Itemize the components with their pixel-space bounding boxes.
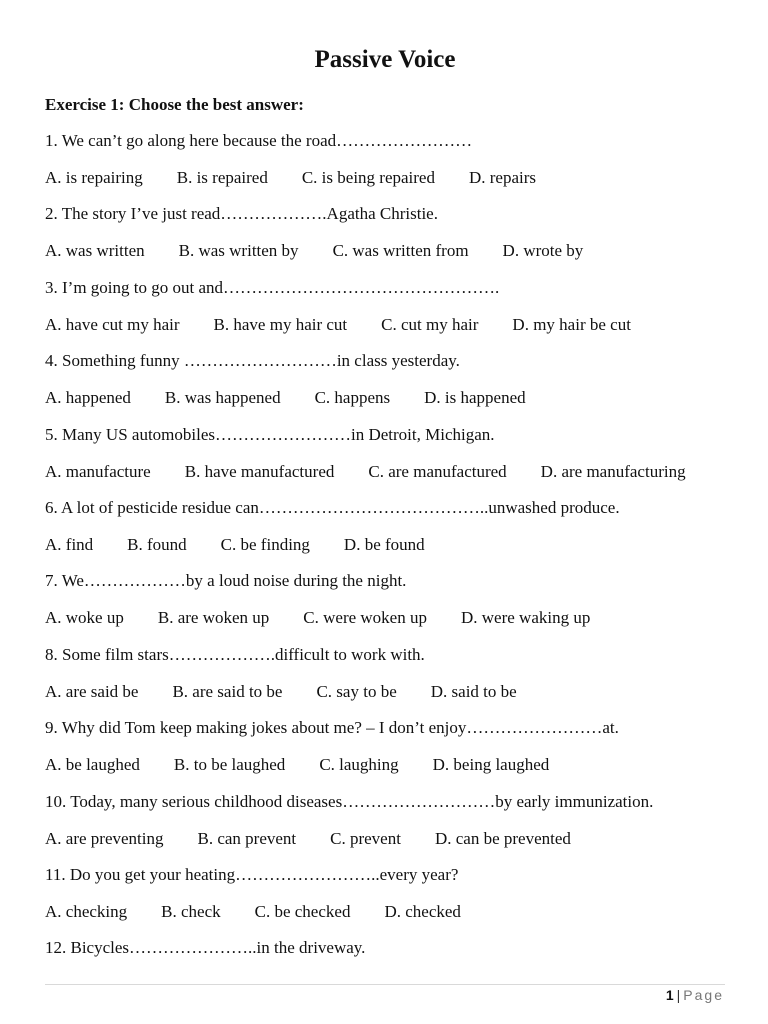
page-footer <box>666 987 724 1003</box>
answer-option-a: A. is repairing <box>45 168 143 187</box>
answer-option-d: D. were waking up <box>460 608 591 628</box>
answer-option-b: B. check <box>161 901 221 921</box>
answer-option-c: C. laughing <box>319 755 399 775</box>
exercise-heading: Exercise 1: Choose the best answer: <box>45 95 304 114</box>
answer-option-a: A. was written <box>45 241 145 261</box>
question-text: 7. We………………by a loud noise during the night. <box>45 571 407 591</box>
answer-option-c: C. happens <box>314 388 391 408</box>
question-3 <box>45 278 725 351</box>
footer-divider <box>45 984 725 985</box>
answer-option-d: D. can be prevented <box>434 828 571 848</box>
question-4 <box>45 351 725 424</box>
question-text: 6. A lot of pesticide residue can…………………………………..unwashed produce. <box>45 497 620 517</box>
answer-option-d: D. said to be <box>430 681 517 701</box>
answer-option-d: D. checked <box>384 901 461 921</box>
question-2 <box>45 204 725 277</box>
answer-option-d: D. are manufacturing <box>540 461 686 481</box>
answer-option-d: D. being laughed <box>432 755 550 775</box>
page-title: Passive Voice <box>314 46 456 73</box>
answer-option-b: B. found <box>127 534 187 554</box>
question-text: 3. I’m going to go out and…………………………………………. <box>45 277 500 297</box>
answer-option-d: D. repairs <box>468 168 537 187</box>
answer-option-a: A. are preventing <box>45 828 164 848</box>
answer-option-c: C. was written from <box>332 241 469 261</box>
answer-options <box>45 535 425 555</box>
answer-option-b: B. are said to be <box>172 681 283 701</box>
answer-option-b: B. have my hair cut <box>213 314 348 334</box>
question-10 <box>45 792 725 865</box>
document-page <box>45 0 725 1024</box>
answer-options <box>45 755 549 775</box>
answer-option-a: A. are said be <box>45 681 139 701</box>
answer-option-c: C. cut my hair <box>381 314 479 334</box>
answer-options <box>45 241 583 261</box>
answer-option-b: B. was happened <box>164 388 281 408</box>
answer-options <box>45 388 526 408</box>
question-9 <box>45 718 725 791</box>
answer-option-d: D. be found <box>343 534 425 554</box>
answer-option-c: C. be finding <box>220 534 310 554</box>
question-6 <box>45 498 725 571</box>
footer-separator: | <box>676 987 681 1003</box>
answer-options <box>45 168 536 188</box>
answer-option-d: D. wrote by <box>502 241 584 261</box>
question-text: 2. The story I’ve just read……………….Agatha Christie. <box>45 204 438 224</box>
question-5 <box>45 425 725 498</box>
answer-option-b: B. is repaired <box>176 168 268 187</box>
answer-option-a: A. checking <box>45 901 128 921</box>
answer-option-a: A. happened <box>45 388 131 408</box>
answer-option-c: C. say to be <box>316 681 397 701</box>
answer-option-d: D. my hair be cut <box>512 314 631 334</box>
answer-option-b: B. are woken up <box>157 608 270 628</box>
answer-options <box>45 829 571 849</box>
question-11 <box>45 865 725 938</box>
answer-option-a: A. be laughed <box>45 755 140 775</box>
question-7 <box>45 571 725 644</box>
answer-option-d: D. is happened <box>424 388 526 408</box>
question-text: 12. Bicycles…………………..in the driveway. <box>45 938 366 958</box>
answer-option-b: B. was written by <box>178 241 299 261</box>
answer-option-a: A. woke up <box>45 608 124 628</box>
question-1 <box>45 131 725 204</box>
page-number: 1 <box>665 987 674 1003</box>
question-8 <box>45 645 725 718</box>
answer-option-b: B. can prevent <box>197 828 297 848</box>
question-text: 9. Why did Tom keep making jokes about me? – I don’t enjoy……………………at. <box>45 718 619 738</box>
answer-option-c: C. are manufactured <box>368 461 507 481</box>
page-label: Page <box>683 987 724 1003</box>
answer-options <box>45 608 590 628</box>
answer-option-c: C. is being repaired <box>301 168 435 187</box>
answer-option-b: B. have manufactured <box>184 461 335 481</box>
answer-option-b: B. to be laughed <box>173 755 286 775</box>
answer-options <box>45 315 631 335</box>
question-text: 8. Some film stars……………….difficult to work with. <box>45 644 425 664</box>
answer-options <box>45 902 461 922</box>
answer-option-a: A. find <box>45 534 94 554</box>
question-text: 1. We can’t go along here because the road…………………… <box>45 131 473 150</box>
question-text: 5. Many US automobiles……………………in Detroit, Michigan. <box>45 424 495 444</box>
answer-option-c: C. be checked <box>254 901 351 921</box>
answer-option-a: A. have cut my hair <box>45 314 180 334</box>
question-12 <box>45 938 725 1011</box>
answer-option-c: C. were woken up <box>303 608 427 628</box>
answer-options <box>45 462 686 482</box>
question-list <box>45 131 725 1012</box>
answer-option-c: C. prevent <box>330 828 401 848</box>
question-text: 4. Something funny ………………………in class yesterday. <box>45 351 460 371</box>
answer-options <box>45 682 517 702</box>
answer-option-a: A. manufacture <box>45 461 151 481</box>
question-text: 11. Do you get your heating……………………..every year? <box>45 864 459 884</box>
question-text: 10. Today, many serious childhood diseases………………………by early immunization. <box>45 791 654 811</box>
